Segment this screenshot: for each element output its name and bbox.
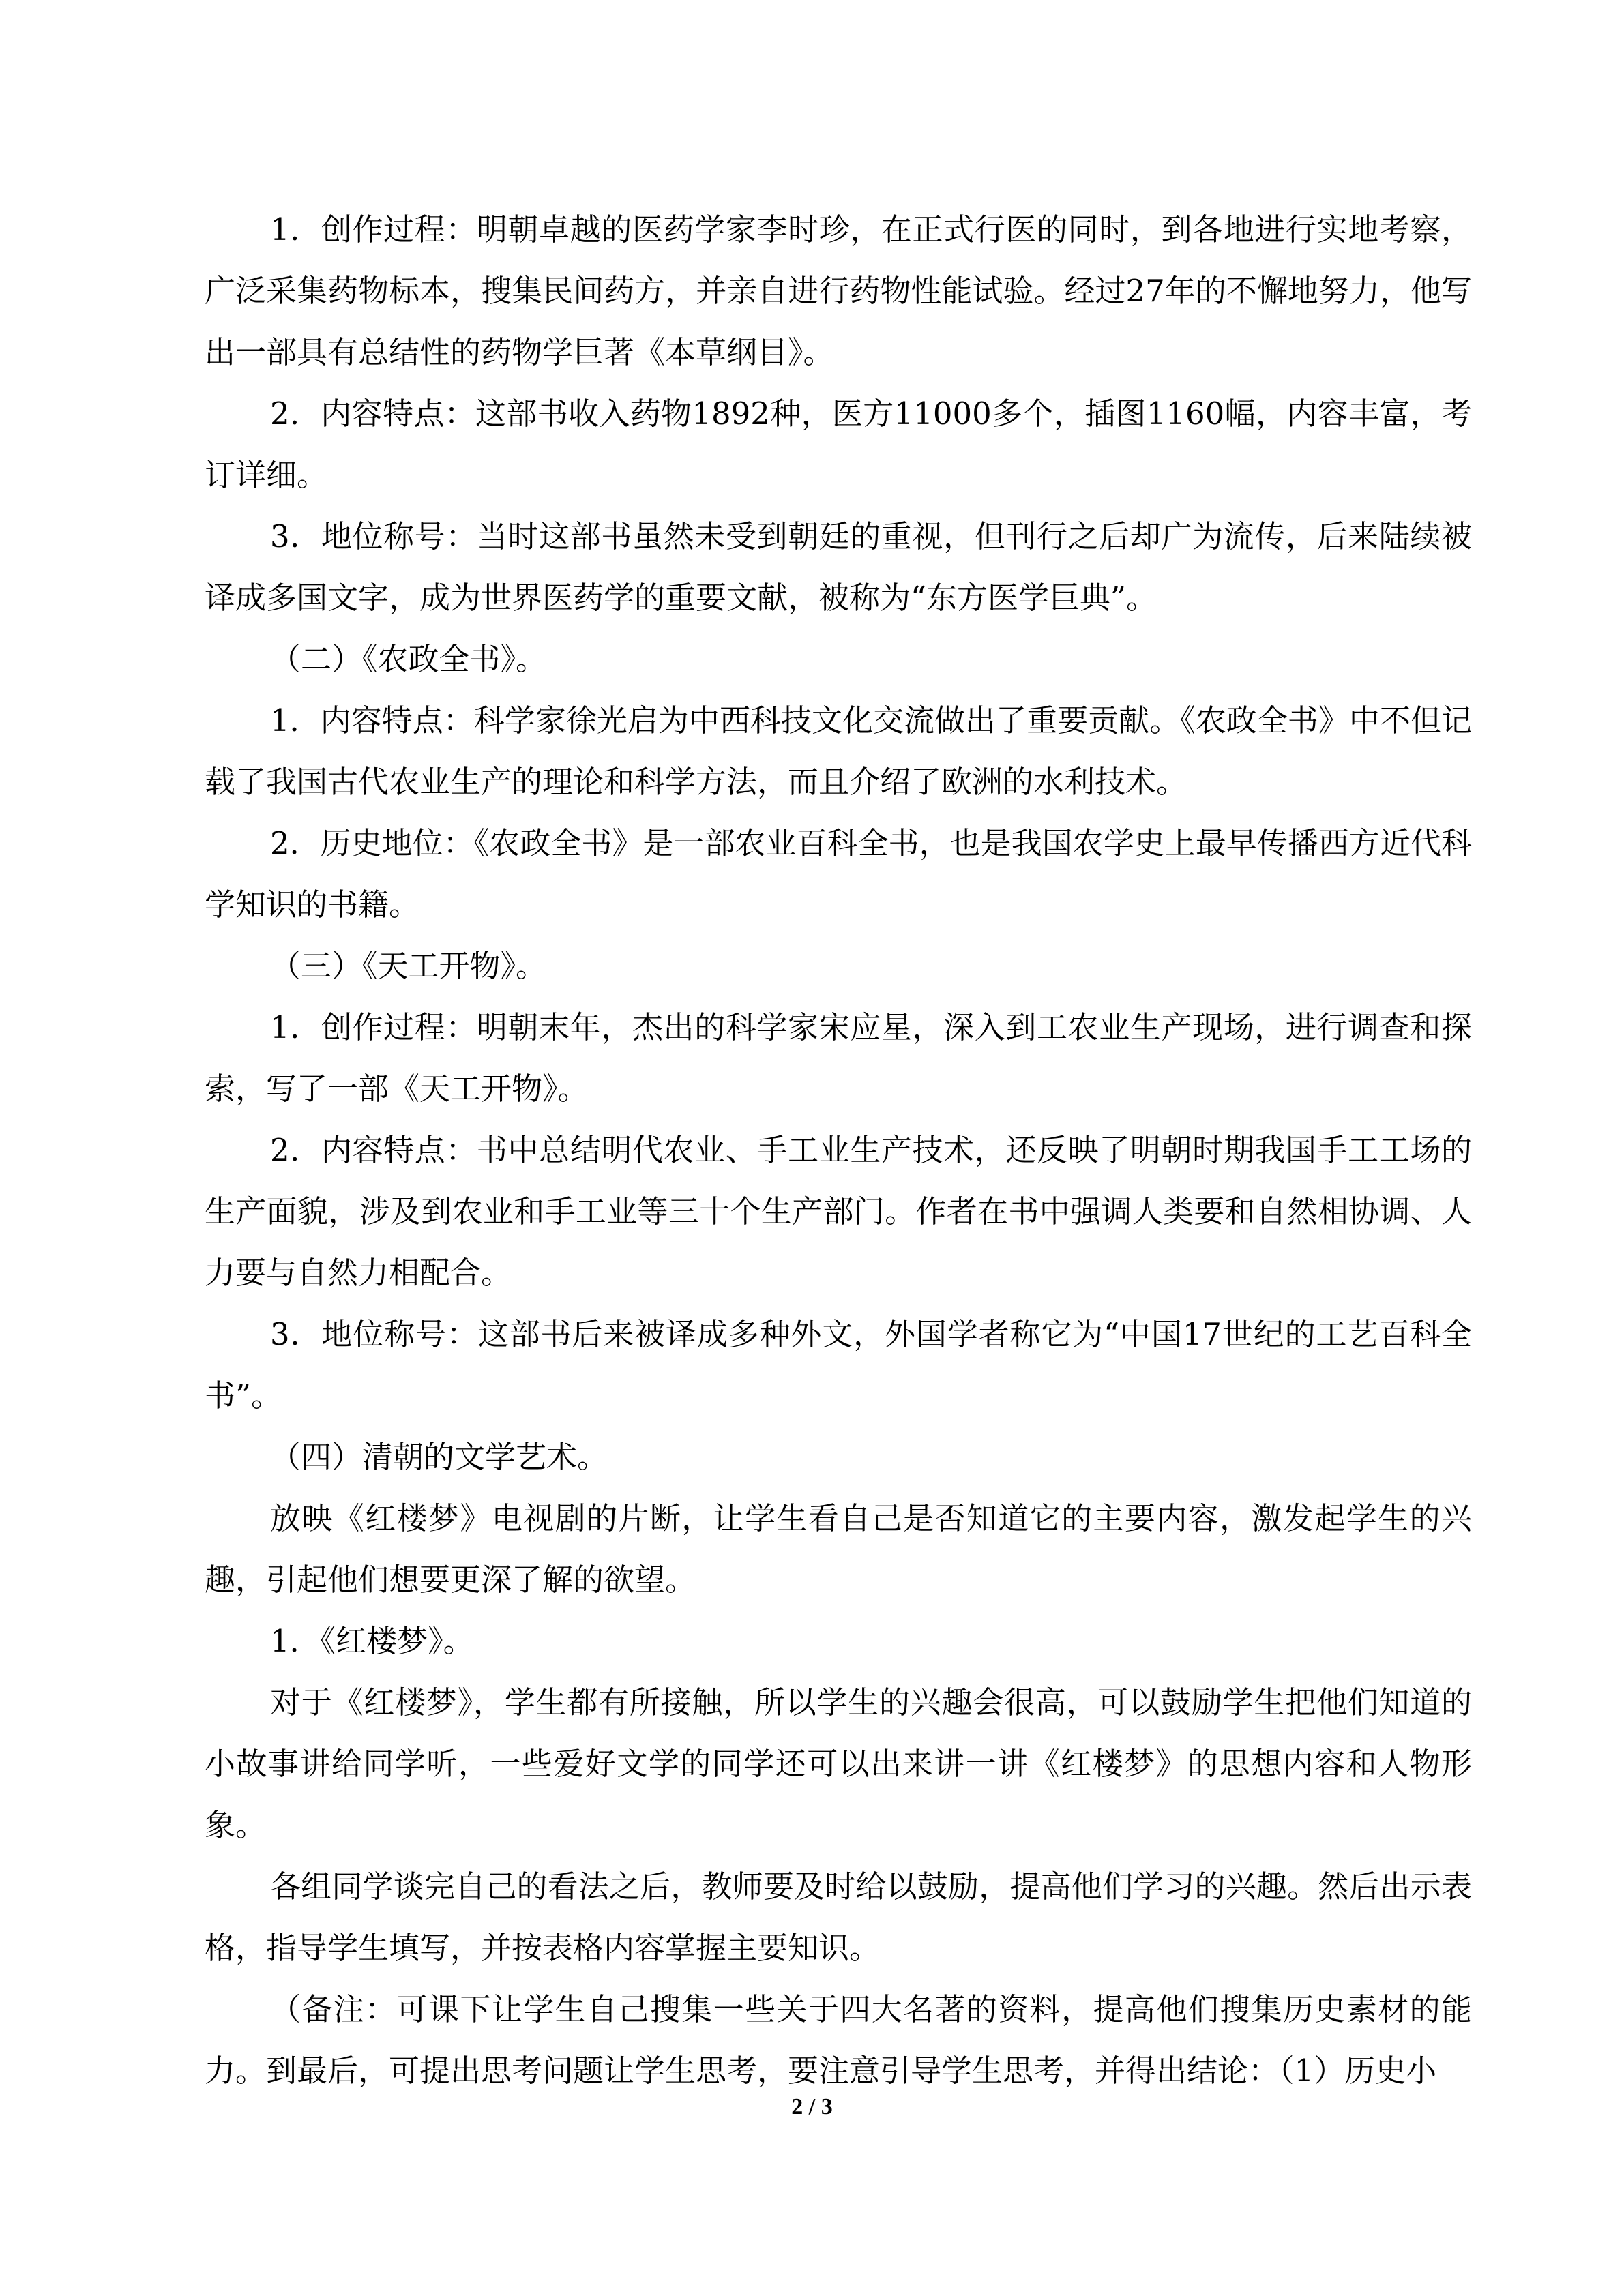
paragraph-nongzheng-status: 2．历史地位：《农政全书》是一部农业百科全书，也是我国农学史上最早传播西方近代科学知识的书籍。 bbox=[205, 825, 1472, 923]
paragraph-tiangong-creation: 1．创作过程：明朝末年，杰出的科学家宋应星，深入到工农业生产现场，进行调查和探索，写了一部《天工开物》。 bbox=[205, 1009, 1472, 1107]
paragraph-tiangong-content: 2．内容特点：书中总结明代农业、手工业生产技术，还反映了明朝时期我国手工工场的生产面貌，涉及到农业和手工业等三十个生产部门。作者在书中强调人类要和自然相协调、人力要与自然力相配合。 bbox=[205, 1132, 1472, 1291]
section-heading-nongzheng: （二）《农政全书》。 bbox=[270, 641, 547, 677]
paragraph-tiangong-status: 3．地位称号：这部书后来被译成多种外文，外国学者称它为“中国17世纪的工艺百科全书”。 bbox=[205, 1316, 1472, 1414]
section-heading-qing-literature: （四）清朝的文学艺术。 bbox=[270, 1439, 608, 1475]
document-body bbox=[205, 199, 1472, 2102]
paragraph-nongzheng-content: 1．内容特点：科学家徐光启为中西科技文化交流做出了重要贡献。《农政全书》中不但记载了我国古代农业生产的理论和科学方法，而且介绍了欧洲的水利技术。 bbox=[205, 702, 1472, 800]
paragraph-bencao-content: 2．内容特点：这部书收入药物1892种，医方11000多个，插图1160幅，内容丰富，考订详细。 bbox=[205, 396, 1472, 493]
paragraph-tv-clip: 放映《红楼梦》电视剧的片断，让学生看自己是否知道它的主要内容，激发起学生的兴趣，引起他们想要更深了解的欲望。 bbox=[205, 1500, 1472, 1598]
paragraph-note: （备注：可课下让学生自己搜集一些关于四大名著的资料，提高他们搜集历史素材的能力。到最后，可提出思考问题让学生思考，要注意引导学生思考，并得出结论：（1）历史小 bbox=[205, 1991, 1472, 2089]
paragraph-bencao-status: 3．地位称号：当时这部书虽然未受到朝廷的重视，但刊行之后却广为流传，后来陆续被译成多国文字，成为世界医药学的重要文献，被称为“东方医学巨典”。 bbox=[205, 518, 1472, 616]
paragraph-group-discussion: 各组同学谈完自己的看法之后，教师要及时给以鼓励，提高他们学习的兴趣。然后出示表格，指导学生填写，并按表格内容掌握主要知识。 bbox=[205, 1868, 1472, 1966]
paragraph-bencao-creation: 1．创作过程：明朝卓越的医药学家李时珍，在正式行医的同时，到各地进行实地考察，广泛采集药物标本，搜集民间药方，并亲自进行药物性能试验。经过27年的不懈地努力，他写出一部具有总结性的药物学巨著《本草纲目》。 bbox=[205, 211, 1472, 370]
section-heading-tiangong: （三）《天工开物》。 bbox=[270, 948, 547, 984]
paragraph-hongloumeng-discussion: 对于《红楼梦》，学生都有所接触，所以学生的兴趣会很高，可以鼓励学生把他们知道的小故事讲给同学听，一些爱好文学的同学还可以出来讲一讲《红楼梦》的思想内容和人物形象。 bbox=[205, 1684, 1472, 1843]
subheading-hongloumeng: 1．《红楼梦》。 bbox=[270, 1623, 474, 1659]
page-number: 2 / 3 bbox=[791, 2094, 833, 2119]
